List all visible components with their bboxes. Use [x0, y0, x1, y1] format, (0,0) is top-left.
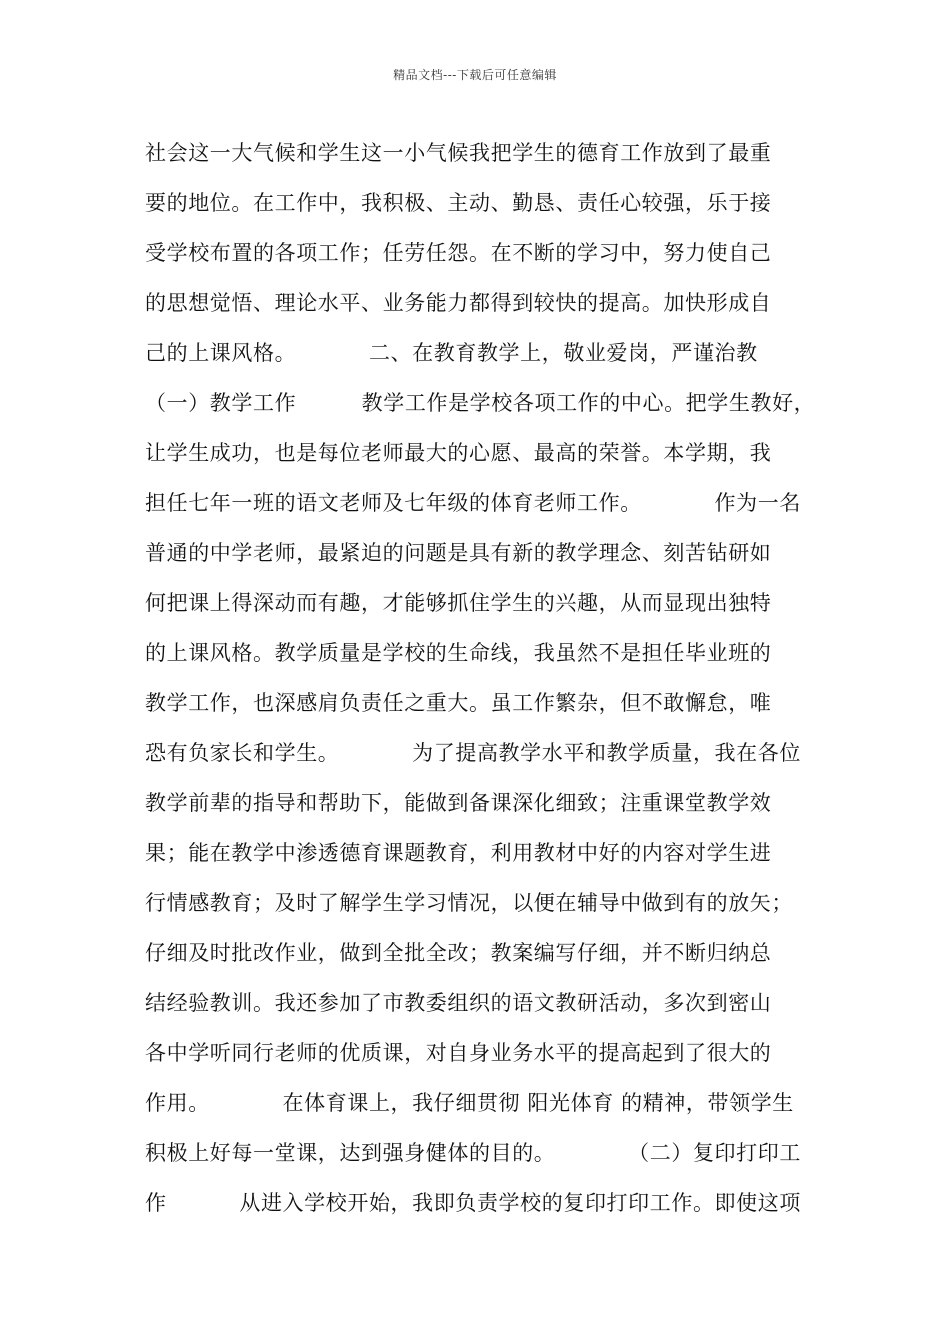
- text-line: 受学校布置的各项工作；任劳任怨。在不断的学习中，努力使自己: [145, 241, 772, 265]
- text-line: 仔细及时批改作业，做到全批全改；教案编写仔细，并不断归纳总: [145, 941, 772, 965]
- text-line: 的思想觉悟、理论水平、业务能力都得到较快的提高。加快形成自: [145, 291, 772, 315]
- text-line: 普通的中学老师，最紧迫的问题是具有新的教学理念、刻苦钻研如: [145, 541, 772, 565]
- text-line: 作 从进入学校开始，我即负责学校的复印打印工作。即使这项: [145, 1191, 801, 1215]
- text-line: 各中学听同行老师的优质课，对自身业务水平的提高起到了很大的: [145, 1041, 772, 1065]
- text-line: 让学生成功，也是每位老师最大的心愿、最高的荣誉。本学期，我: [145, 441, 772, 465]
- text-line: 的上课风格。教学质量是学校的生命线，我虽然不是担任毕业班的: [145, 641, 772, 665]
- text-line: 教学前辈的指导和帮助下，能做到备课深化细致；注重课堂教学效: [145, 791, 772, 815]
- text-line: （一）教学工作 教学工作是学校各项工作的中心。把学生教好，: [145, 391, 816, 415]
- body-text: [145, 128, 825, 1228]
- text-line: 担任七年一班的语文老师及七年级的体育老师工作。 作为一名: [145, 491, 801, 515]
- text-line: 作用。 在体育课上，我仔细贯彻 阳光体育 的精神，带领学生: [145, 1091, 794, 1115]
- text-line: 社会这一大气候和学生这一小气候我把学生的德育工作放到了最重: [145, 141, 772, 165]
- text-line: 要的地位。在工作中，我积极、主动、勤恳、责任心较强，乐于接: [145, 191, 772, 215]
- text-line: 教学工作，也深感肩负责任之重大。虽工作繁杂，但不敢懈怠，唯: [145, 691, 772, 715]
- text-line: 结经验教训。我还参加了市教委组织的语文教研活动，多次到密山: [145, 991, 772, 1015]
- text-line: 何把课上得深动而有趣，才能够抓住学生的兴趣，从而显现出独特: [145, 591, 772, 615]
- text-line: 果；能在教学中渗透德育课题教育，利用教材中好的内容对学生进: [145, 841, 772, 865]
- text-line: 己的上课风格。 二、在教育教学上，敬业爱岗，严谨治教: [145, 341, 758, 365]
- text-line: 行情感教育；及时了解学生学习情况，以便在辅导中做到有的放矢；: [145, 891, 793, 915]
- page-header: 精品文档---下载后可任意编辑: [393, 68, 557, 82]
- text-line: 积极上好每一堂课，达到强身健体的目的。 （二）复印打印工: [145, 1141, 801, 1165]
- text-line: 恐有负家长和学生。 为了提高教学水平和教学质量，我在各位: [145, 741, 801, 765]
